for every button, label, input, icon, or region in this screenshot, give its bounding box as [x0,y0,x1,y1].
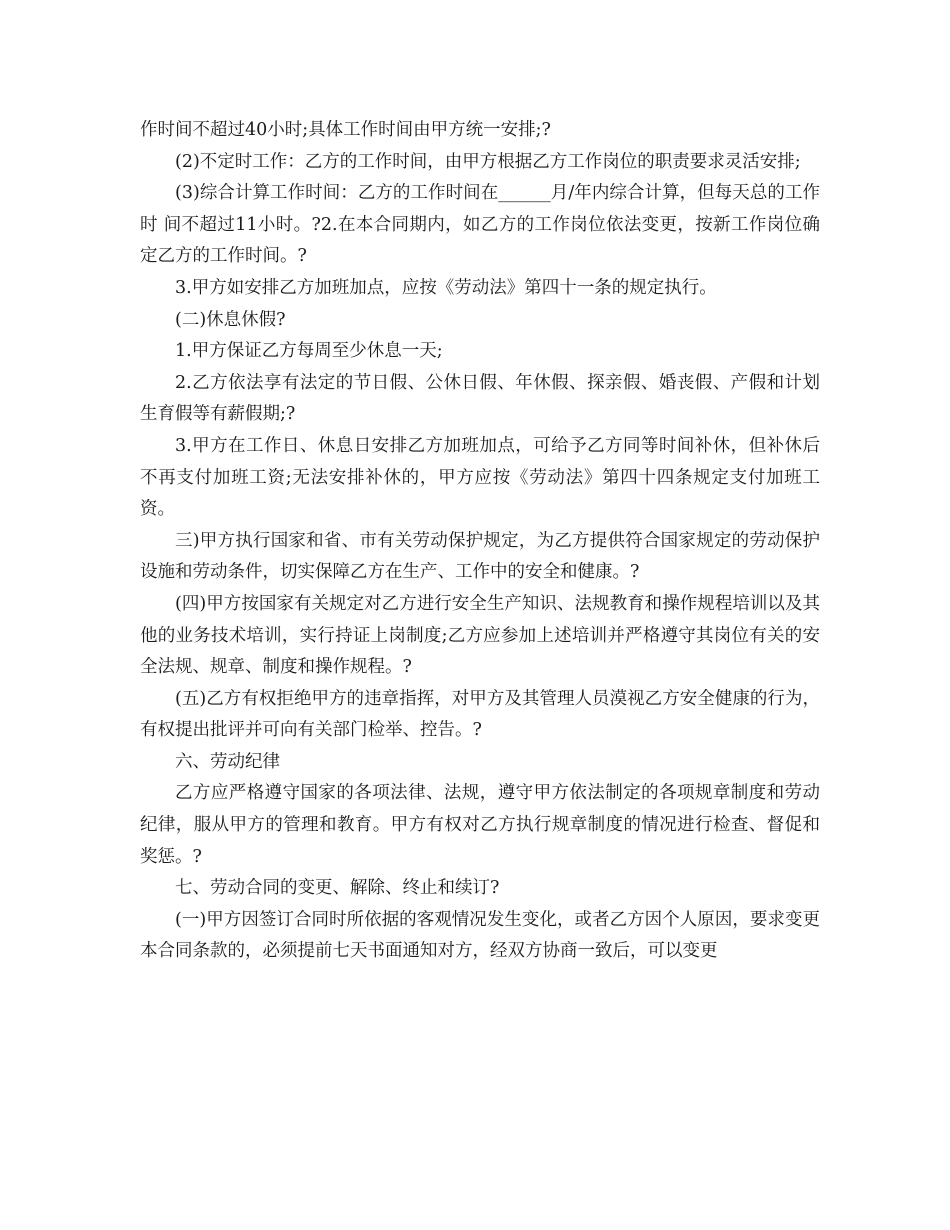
paragraph-10: (四)甲方按国家有关规定对乙方进行安全生产知识、法规教育和操作规程培训以及其他的业务技术培训，实行持证上岗制度;乙方应参加上述培训并严格遵守其岗位有关的安全法规、规章、制度和操作规程。? [140,593,820,678]
paragraph-8: 3.甲方在工作日、休息日安排乙方加班加点，可给予乙方同等时间补休，但补休后不再支付加班工资;无法安排补休的，甲方应按《劳动法》第四十四条规定支付加班工资。 [140,435,820,520]
paragraph-12: 六、劳动纪律 [175,751,280,772]
paragraph-2: (2)不定时工作：乙方的工作时间，由甲方根据乙方工作岗位的职责要求灵活安排; [175,151,801,172]
paragraph-4: 3.甲方如安排乙方加班加点，应按《劳动法》第四十一条的规定执行。 [175,277,717,298]
paragraph-15: (一)甲方因签订合同时所依据的客观情况发生变化，或者乙方因个人原因，要求变更本合同条款的，必须提前七天书面通知对方，经双方协商一致后，可以变更 [140,909,820,962]
paragraph-14: 七、劳动合同的变更、解除、终止和续订? [175,878,500,899]
paragraph-1: 作时间不超过40小时;具体工作时间由甲方统一安排;? [140,120,551,140]
paragraph-6: 1.甲方保证乙方每周至少休息一天; [175,341,443,362]
paragraph-3: (3)综合计算工作时间：乙方的工作时间在______月/年内综合计算，但每天总的工作时 间不超过11小时。?2.在本合同期内，如乙方的工作岗位依法变更，按新工作岗位确定乙方的工作时间。? [140,183,820,267]
paragraph-9: 三)甲方执行国家和省、市有关劳动保护规定，为乙方提供符合国家规定的劳动保护设施和劳动条件，切实保障乙方在生产、工作中的安全和健康。? [140,530,820,583]
paragraph-5: (二)休息休假? [175,309,286,330]
paragraph-7: 2.乙方依法享有法定的节日假、公休日假、年休假、探亲假、婚丧假、产假和计划生育假等有薪假期;? [140,372,820,425]
document-body [140,115,820,968]
paragraph-11: (五)乙方有权拒绝甲方的违章指挥，对甲方及其管理人员漠视乙方安全健康的行为，有权提出批评并可向有关部门检举、控告。? [140,688,820,741]
paragraph-13: 乙方应严格遵守国家的各项法律、法规，遵守甲方依法制定的各项规章制度和劳动纪律，服从甲方的管理和教育。甲方有权对乙方执行规章制度的情况进行检查、督促和奖惩。? [140,783,820,867]
